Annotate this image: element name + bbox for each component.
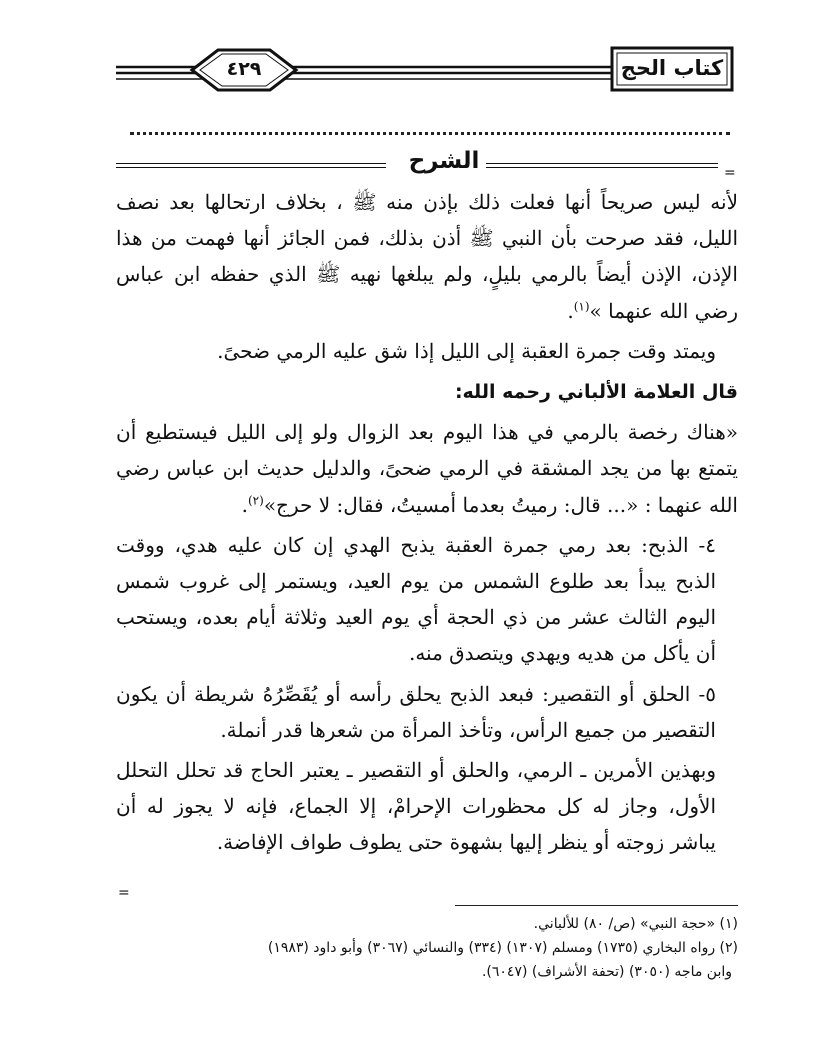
quotation-end: . [241,492,248,517]
margin-mark: = [724,165,736,181]
paragraph: ويمتد وقت جمرة العقبة إلى الليل إذا شق عليه الرمي ضحىً. [217,338,716,363]
section-title: الشرح [408,148,480,174]
paragraph: ٥- الحلق أو التقصير: فبعد الذبح يحلق رأسه أو يُقَصِّرُهُ شريطة أن يكون التقصير من جميع الرأس، وتأخذ المرأة من شعرها قدر أنملة. [116,681,716,742]
page-number: ٤٢٩ [226,58,262,80]
dotted-divider [130,122,730,135]
quotation-text: «هناك رخصة بالرمي في هذا اليوم بعد الزوال ولو إلى الليل فيستطيع أن يتمتع بها من يجد المشقة في الرمي ضحىً، والدليل حديث ابن عباس رضي الله عنهما : «... قال: رميتُ بعدما أمسيتُ، فقال: لا حرج» [116,420,738,517]
main-text [116,184,738,861]
footnote-2-continued: وابن ماجه (٣٠٥٠) (تحفة الأشراف) (٦٠٤٧). [481,964,732,980]
paragraph-end: . [567,298,574,323]
heading-rule-right [486,163,718,168]
paragraph [116,184,738,329]
footnotes [116,912,738,984]
paragraph: وبهذين الأمرين ـ الرمي، والحلق أو التقصير ـ يعتبر الحاج قد تحلل التحلل الأول، وجاز له كل محظورات الإحرامْ، إلا الجماع، فإنه لا يجوز له أن يباشر زوجته أو ينظر إليها بشهوة حتى يطوف طواف الإفاضة. [116,758,716,855]
section-heading [116,150,736,180]
quote-heading-text: قال العلامة الألباني رحمه الله: [454,381,738,404]
quotation [116,414,738,523]
footnote-1: (١) «حجة النبي» (ص/ ٨٠) للألباني. [533,916,738,932]
paragraph-text: لأنه ليس صريحاً أنها فعلت ذلك بإذن منه ﷺ ، بخلاف ارتحالها بعد نصف الليل، فقد صرحت بأن النبي ﷺ أذن بذلك، فمن الجائز أنها فهمت من هذا الإذن، الإذن أيضاً بالرمي بليلٍ، ولم يبلغها نهيه ﷺ الذي حفظه ابن عباس رضي الله عنهما » [116,190,738,323]
footnote-ref: (٢) [247,492,264,507]
book-title: كتاب الحج [620,56,724,80]
footnote-separator [455,905,738,906]
margin-mark: = [118,885,130,901]
paragraph: ٤- الذبح: بعد رمي جمرة العقبة يذبح الهدي إن كان عليه هدي، ووقت الذبح يبدأ بعد طلوع الشمس من يوم العيد، ويستمر إلى غروب شمس اليوم الثالث عشر من ذي الحجة أي يوم العيد وثلاثة أيام بعده، ويستحب أن يأكل من هديه ويهدي ويتصدق منه. [116,532,716,666]
heading-rule-left [116,163,386,168]
footnote-2: (٢) رواه البخاري (١٧٣٥) ومسلم (١٣٠٧) (٣٣٤) والنسائي (٣٠٦٧) وأبو داود (١٩٨٣) [267,940,738,956]
quote-heading [116,373,738,410]
footnote-ref: (١) [573,298,590,313]
page-header [112,40,736,98]
